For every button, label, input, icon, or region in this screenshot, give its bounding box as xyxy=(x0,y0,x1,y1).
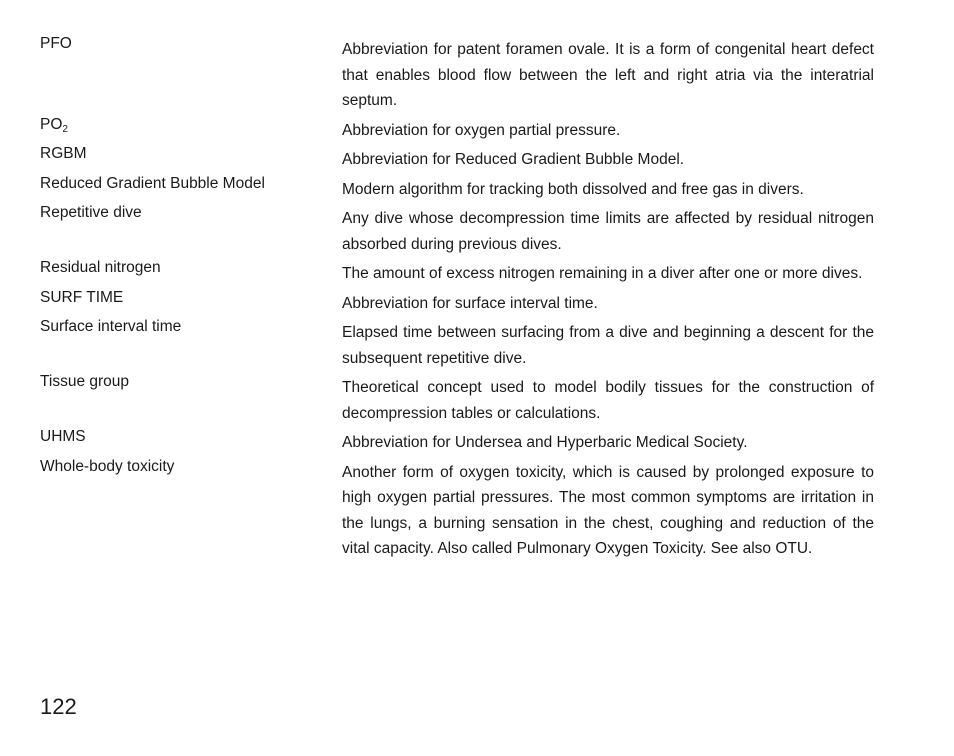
glossary-term xyxy=(40,173,342,195)
glossary-entry xyxy=(40,260,874,287)
term-text: PO xyxy=(40,115,63,133)
glossary-definition: Modern algorithm for tracking both dissolved and free gas in divers. xyxy=(342,180,804,198)
term-text: Whole-body toxicity xyxy=(40,457,175,475)
glossary-term xyxy=(40,287,342,309)
page-number: 122 xyxy=(40,694,77,719)
glossary-entry xyxy=(40,290,874,317)
term-text: Reduced Gradient Bubble Model xyxy=(40,174,265,192)
glossary-definition: Abbreviation for Reduced Gradient Bubble Model. xyxy=(342,151,685,168)
term-text: Surface interval time xyxy=(40,318,182,335)
glossary-entry xyxy=(40,36,874,114)
glossary-entry xyxy=(40,459,874,562)
glossary-definition: Theoretical concept used to model bodily tissues for the construction of decompression tables or calculations. xyxy=(342,379,874,422)
glossary-list xyxy=(40,36,874,565)
glossary-term xyxy=(40,33,342,55)
glossary-definition: Any dive whose decompression time limits are affected by residual nitrogen absorbed during previous dives. xyxy=(342,210,874,253)
glossary-term xyxy=(40,456,342,478)
glossary-definition: Abbreviation for patent foramen ovale. It is a form of congenital heart defect that enables blood flow between the left and right atria via the interatrial septum. xyxy=(342,41,874,109)
glossary-entry xyxy=(40,176,874,203)
glossary-definition: Elapsed time between surfacing from a dive and beginning a descent for the subsequent repetitive dive. xyxy=(342,324,874,367)
glossary-term xyxy=(40,202,342,224)
term-text: Repetitive dive xyxy=(40,204,142,221)
glossary-entry xyxy=(40,374,874,426)
glossary-term xyxy=(40,114,342,136)
term-text: SURF TIME xyxy=(40,288,124,306)
term-subscript: 2 xyxy=(62,123,68,135)
glossary-definition: Abbreviation for oxygen partial pressure. xyxy=(342,121,621,139)
glossary-term xyxy=(40,426,342,448)
term-text: UHMS xyxy=(40,428,86,445)
glossary-entry xyxy=(40,429,874,456)
glossary-definition: Abbreviation for surface interval time. xyxy=(342,294,598,312)
glossary-term xyxy=(40,257,342,279)
term-text: Tissue group xyxy=(40,373,130,390)
term-text: Residual nitrogen xyxy=(40,259,161,276)
glossary-term xyxy=(40,371,342,393)
glossary-entry xyxy=(40,205,874,257)
glossary-entry xyxy=(40,117,874,144)
glossary-term xyxy=(40,316,342,338)
glossary-entry xyxy=(40,146,874,173)
glossary-definition: The amount of excess nitrogen remaining in a diver after one or more dives. xyxy=(342,265,863,282)
glossary-term xyxy=(40,143,342,165)
term-text: RGBM xyxy=(40,145,87,162)
glossary-entry xyxy=(40,319,874,371)
glossary-definition: Another form of oxygen toxicity, which is caused by prolonged exposure to high oxygen partial pressures. The most common symptoms are irritation in the lungs, a burning sensation in the chest, coughing and reduction of the vital capacity. Also called Pulmonary Oxygen Toxicity. See also OTU. xyxy=(342,463,874,557)
term-text: PFO xyxy=(40,35,72,52)
glossary-definition: Abbreviation for Undersea and Hyperbaric Medical Society. xyxy=(342,434,748,451)
